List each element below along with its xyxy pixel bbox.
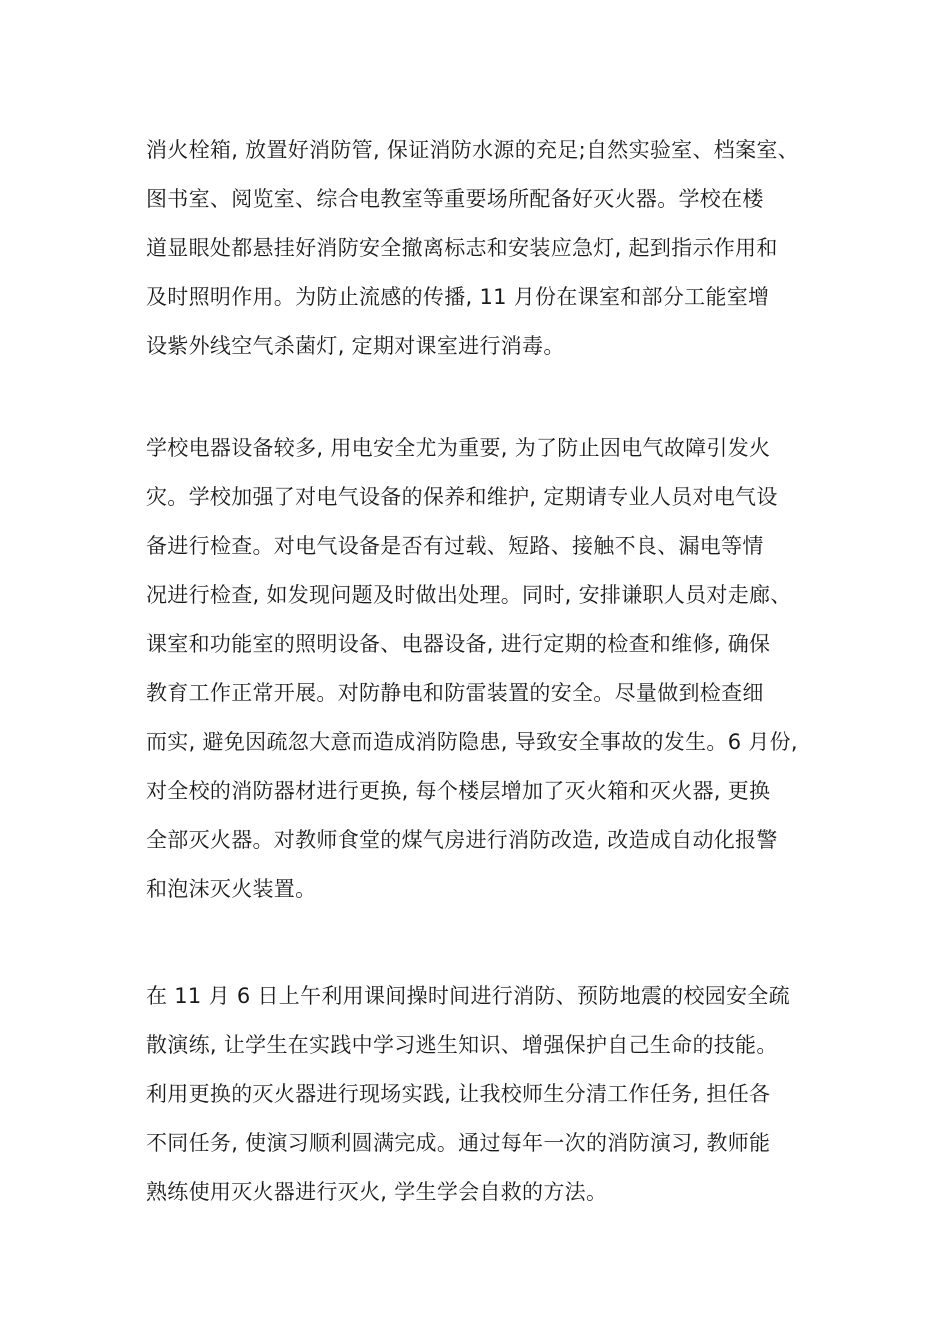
text-line: 利用更换的灭火器进行现场实践, 让我校师生分清工作任务, 担任各 bbox=[146, 1082, 771, 1106]
paragraph-evacuation-drill bbox=[146, 972, 826, 1217]
text-line: 全部灭火器。对教师食堂的煤气房进行消防改造, 改造成自动化报警 bbox=[146, 828, 778, 852]
text-line: 消火栓箱, 放置好消防管, 保证消防水源的充足;自然实验室、档案室、 bbox=[146, 138, 799, 162]
text-line: 和泡沫灭火装置。 bbox=[146, 877, 317, 901]
text-line: 学校电器设备较多, 用电安全尤为重要, 为了防止因电气故障引发火 bbox=[146, 436, 771, 460]
paragraph-electrical-safety bbox=[146, 424, 826, 914]
text-line: 及时照明作用。为防止流感的传播, 11 月份在课室和部分工能室增 bbox=[146, 285, 770, 309]
text-line: 在 11 月 6 日上午利用课间操时间进行消防、预防地震的校园安全疏 bbox=[146, 984, 790, 1008]
text-line: 备进行检查。对电气设备是否有过载、短路、接触不良、漏电等情 bbox=[146, 534, 764, 558]
text-line: 散演练, 让学生在实践中学习逃生知识、增强保护自己生命的技能。 bbox=[146, 1033, 778, 1057]
text-line: 设紫外线空气杀菌灯, 定期对课室进行消毒。 bbox=[146, 334, 565, 358]
text-line: 道显眼处都悬挂好消防安全撤离标志和安装应急灯, 起到指示作用和 bbox=[146, 236, 778, 260]
paragraph-fire-equipment bbox=[146, 126, 826, 371]
text-line: 对全校的消防器材进行更换, 每个楼层增加了灭火箱和灭火器, 更换 bbox=[146, 779, 771, 803]
text-line: 况进行检查, 如发现问题及时做出处理。同时, 安排谦职人员对走廊、 bbox=[146, 583, 792, 607]
text-line: 教育工作正常开展。对防静电和防雷装置的安全。尽量做到检查细 bbox=[146, 681, 764, 705]
text-line: 不同任务, 使演习顺利圆满完成。通过每年一次的消防演习, 教师能 bbox=[146, 1131, 771, 1155]
text-line: 熟练使用灭火器进行灭火, 学生学会自救的方法。 bbox=[146, 1180, 608, 1204]
text-line: 灾。学校加强了对电气设备的保养和维护, 定期请专业人员对电气设 bbox=[146, 485, 778, 509]
text-line: 图书室、阅览室、综合电教室等重要场所配备好灭火器。学校在楼 bbox=[146, 187, 764, 211]
text-line: 而实, 避免因疏忽大意而造成消防隐患, 导致安全事故的发生。6 月份, bbox=[146, 730, 798, 754]
text-line: 课室和功能室的照明设备、电器设备, 进行定期的检查和维修, 确保 bbox=[146, 632, 771, 656]
